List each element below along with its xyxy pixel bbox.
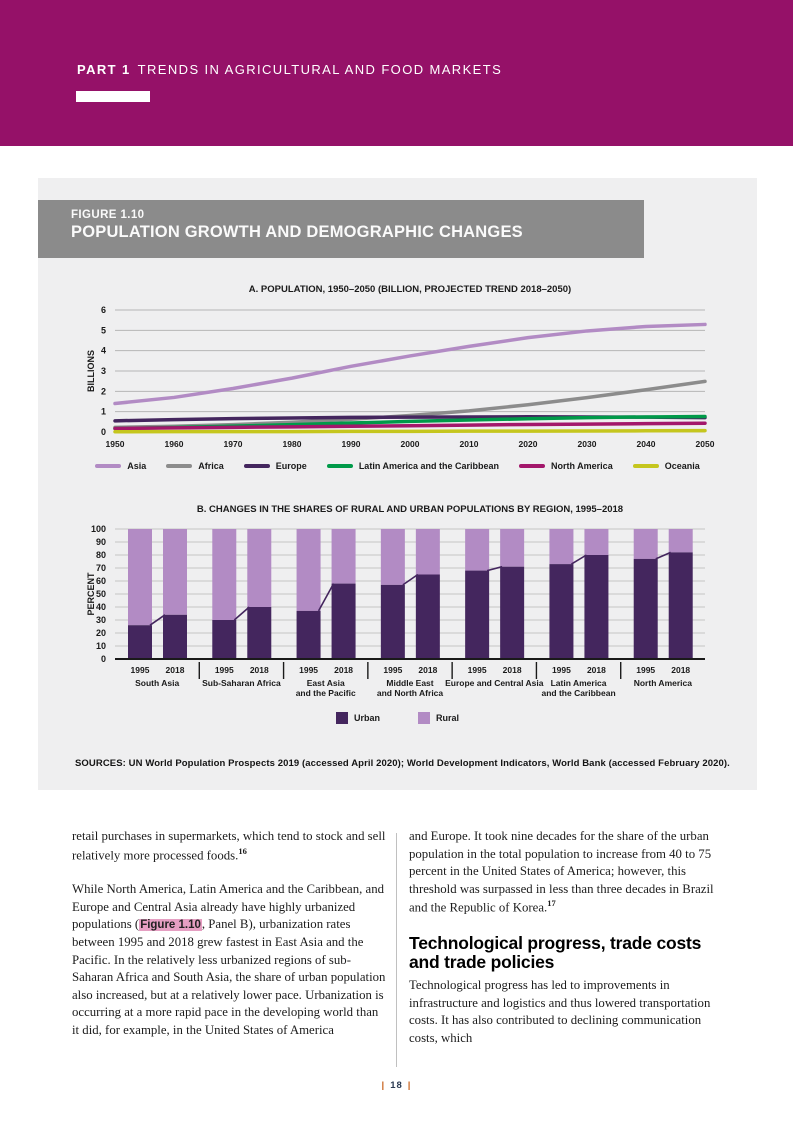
page-number-bar: | (407, 1080, 412, 1091)
x-tick-label: 2020 (518, 439, 538, 449)
y-tick-label: 40 (95, 602, 106, 612)
series-line-5 (115, 431, 705, 432)
urban-bar (416, 575, 440, 660)
legend-label: North America (551, 461, 613, 471)
header-rule (76, 91, 150, 102)
region-label: Latin America (550, 678, 607, 688)
region-label: East Asia (306, 678, 345, 688)
urban-trend-line (403, 575, 418, 585)
part-title: TRENDS IN AGRICULTURAL AND FOOD MARKETS (137, 62, 503, 77)
rural-bar (465, 529, 489, 571)
year-label: 1995 (383, 665, 403, 675)
year-label: 2018 (249, 665, 269, 675)
part-banner (0, 0, 793, 146)
year-label: 2018 (502, 665, 522, 675)
year-label: 1995 (214, 665, 234, 675)
urban-trend-line (571, 555, 586, 564)
legend-label: Rural (436, 713, 460, 723)
y-tick-label: 60 (95, 576, 106, 586)
y-axis-label: BILLIONS (86, 350, 96, 392)
left-column (72, 828, 387, 1056)
y-tick-label: 0 (100, 654, 106, 664)
legend-label: Africa (198, 461, 224, 471)
x-tick-label: 2010 (459, 439, 479, 449)
year-label: 2018 (586, 665, 606, 675)
rural-bar (128, 529, 152, 625)
urban-bar (634, 559, 658, 659)
bar-chart-legend (38, 712, 757, 724)
region-label: Sub-Saharan Africa (202, 678, 281, 688)
urban-bar (163, 615, 187, 659)
legend-swatch (244, 464, 270, 468)
paragraph-text: and Europe. It took nine decades for the share of the urban population in the total population to increase from 40 to 75 percent in the United States of America; however, this threshold was surpassed in less than three decades in Brazil and the Republic of Korea. (409, 829, 714, 915)
right-column (409, 828, 726, 1065)
rural-bar (584, 529, 608, 555)
legend-item (336, 712, 380, 724)
part-label: PART 1 (77, 62, 131, 77)
urban-bar (247, 607, 271, 659)
legend-label: Asia (127, 461, 147, 471)
section-heading: Technological progress, trade costs and trade policies (409, 932, 702, 973)
y-tick-label: 3 (100, 366, 106, 376)
year-label: 1995 (467, 665, 487, 675)
year-label: 1995 (130, 665, 150, 675)
year-label: 2018 (165, 665, 185, 675)
rural-bar (500, 529, 524, 567)
x-tick-label: 2050 (695, 439, 715, 449)
rural-bar (163, 529, 187, 615)
footnote-ref[interactable]: 16 (238, 845, 247, 856)
legend-swatch (327, 464, 353, 468)
urban-bar (381, 585, 405, 659)
paragraph-text: retail purchases in supermarkets, which tend to stock and sell relatively more processed foods. (72, 829, 386, 862)
region-label: and the Caribbean (541, 688, 616, 698)
legend-swatch (519, 464, 545, 468)
y-tick-label: 50 (95, 589, 106, 599)
figure-title: POPULATION GROWTH AND DEMOGRAPHIC CHANGES (71, 223, 523, 241)
urban-trend-line (234, 607, 249, 620)
region-label: North America (633, 678, 692, 688)
legend-swatch (166, 464, 192, 468)
year-label: 1995 (299, 665, 319, 675)
x-tick-label: 2000 (400, 439, 420, 449)
paragraph-text: , Panel B), urbanization rates between 1995 and 2018 grew fastest in East Asia and the Pacific. In the relatively less urbanized regions of sub-Saharan Africa and South Asia, the share of urban population also increased, but at a relatively lower pace. Urbanization is occurring at a more rapid pace in the developing world than it did, for example, in the United States of America (72, 917, 386, 1037)
footnote-ref[interactable]: 17 (547, 898, 556, 909)
legend-label: Europe (275, 461, 307, 471)
legend-label: Oceania (664, 461, 700, 471)
urban-bar (549, 564, 573, 659)
figure-reference-link[interactable]: Figure 1.10 (140, 919, 201, 932)
rural-bar (634, 529, 658, 559)
paragraph (72, 828, 387, 864)
legend-swatch (418, 712, 430, 724)
rural-bar (416, 529, 440, 575)
urban-bar (128, 625, 152, 659)
urban-bar (669, 552, 693, 659)
x-tick-label: 1990 (341, 439, 361, 449)
region-label: South Asia (135, 678, 180, 688)
legend-item (95, 461, 146, 471)
region-label: Middle East (386, 678, 434, 688)
panel-b-title: B. CHANGES IN THE SHARES OF RURAL AND URBAN POPULATIONS BY REGION, 1995–2018 (196, 504, 624, 515)
region-label: Europe and Central Asia (445, 678, 544, 688)
year-label: 1995 (636, 665, 656, 675)
y-tick-label: 5 (100, 325, 106, 336)
legend-item (166, 461, 224, 471)
panel-a-title: A. POPULATION, 1950–2050 (BILLION, PROJECTED TREND 2018–2050) (248, 284, 572, 295)
legend-item (519, 461, 613, 471)
rural-bar (247, 529, 271, 607)
paragraph-text: While North America, Latin America and the Caribbean, and Europe and Central Asia already have highly urbanized populations ( (72, 882, 384, 932)
region-label: and the Pacific (295, 688, 356, 698)
y-tick-label: 6 (100, 305, 106, 315)
x-tick-label: 1960 (164, 439, 184, 449)
y-tick-label: 0 (100, 427, 106, 437)
figure-number: FIGURE 1.10 (71, 209, 145, 221)
paragraph (409, 828, 726, 917)
y-axis-label: PERCENT (86, 572, 96, 616)
urban-bar (500, 567, 524, 659)
x-tick-label: 2040 (636, 439, 656, 449)
paragraph (72, 881, 387, 1039)
rural-bar (332, 529, 356, 584)
rural-bar (212, 529, 236, 620)
page-number-value: 18 (390, 1080, 403, 1091)
population-line-chart (38, 276, 757, 460)
legend-swatch (336, 712, 348, 724)
x-tick-label: 1970 (223, 439, 243, 449)
paragraph-text: Technological progress has led to improvements in infrastructure and logistics and thus lowered transportation costs. It has also contributed to declining communication costs, which (409, 978, 711, 1046)
legend-label: Latin America and the Caribbean (358, 461, 500, 471)
urban-bar (584, 555, 608, 659)
legend-item (244, 461, 307, 471)
legend-item (633, 461, 700, 471)
year-label: 2018 (418, 665, 438, 675)
legend-item (327, 461, 499, 471)
y-tick-label: 10 (95, 641, 106, 651)
x-tick-label: 1950 (105, 439, 125, 449)
y-tick-label: 2 (100, 386, 106, 397)
legend-item (418, 712, 459, 724)
x-tick-label: 2030 (577, 439, 597, 449)
page-number-bar: | (381, 1080, 386, 1091)
y-tick-label: 20 (95, 628, 106, 638)
urban-bar (297, 611, 321, 659)
figure-header (38, 200, 644, 258)
rural-bar (381, 529, 405, 585)
column-divider (396, 833, 397, 1067)
rural-bar (669, 529, 693, 552)
y-tick-label: 90 (95, 537, 106, 547)
year-label: 2018 (334, 665, 354, 675)
legend-label: Urban (353, 713, 380, 723)
year-label: 2018 (671, 665, 691, 675)
figure-sources: SOURCES: UN World Population Prospects 2019 (accessed April 2020); World Development Indicators, World Bank (accessed February 2020). (75, 757, 730, 769)
paragraph (409, 977, 726, 1047)
urban-trend-line (656, 552, 671, 559)
urban-rural-bar-chart (38, 496, 757, 708)
legend-swatch (633, 464, 659, 468)
year-label: 1995 (551, 665, 571, 675)
urban-bar (332, 584, 356, 659)
y-tick-label: 100 (90, 524, 106, 534)
x-tick-label: 1980 (282, 439, 302, 449)
urban-trend-line (487, 567, 502, 571)
urban-bar (465, 571, 489, 659)
y-tick-label: 80 (95, 550, 106, 560)
figure-box (38, 178, 757, 790)
page-number (0, 1080, 793, 1091)
y-tick-label: 70 (95, 563, 106, 573)
rural-bar (549, 529, 573, 564)
part-heading (77, 62, 502, 77)
y-tick-label: 4 (100, 345, 106, 356)
urban-bar (212, 620, 236, 659)
rural-bar (297, 529, 321, 611)
legend-swatch (95, 464, 121, 468)
y-tick-label: 1 (100, 406, 106, 417)
line-chart-legend (38, 461, 757, 471)
region-label: and North Africa (376, 688, 444, 698)
y-tick-label: 30 (95, 615, 106, 625)
